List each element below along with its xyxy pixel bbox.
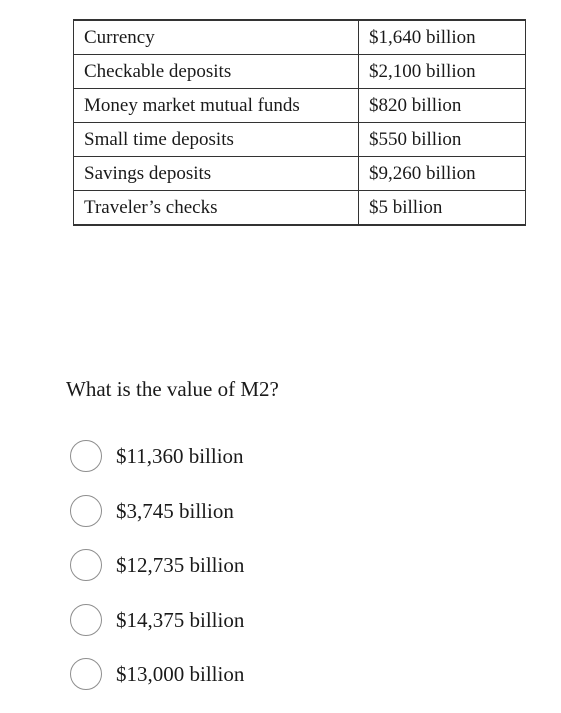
answer-option-2[interactable] — [70, 495, 490, 550]
table-cell-label: Money market mutual funds — [74, 89, 359, 123]
radio-button-icon[interactable] — [70, 549, 102, 581]
table-row — [74, 123, 526, 157]
answer-option-label[interactable]: $13,000 billion — [116, 662, 245, 686]
table-cell-value: $5 billion — [359, 191, 526, 226]
answer-option-label[interactable]: $3,745 billion — [116, 498, 234, 523]
answer-option-4[interactable] — [70, 604, 490, 659]
radio-button-icon[interactable] — [70, 658, 102, 690]
table-cell-label: Small time deposits — [74, 123, 359, 157]
table-cell-value: $820 billion — [359, 89, 526, 123]
radio-button-icon[interactable] — [70, 495, 102, 527]
money-supply-table — [73, 19, 526, 226]
table-cell-label: Currency — [74, 20, 359, 55]
table-cell-value: $550 billion — [359, 123, 526, 157]
table-cell-label: Traveler’s checks — [74, 191, 359, 226]
table-cell-value: $9,260 billion — [359, 157, 526, 191]
table-cell-value: $2,100 billion — [359, 55, 526, 89]
answer-option-1[interactable] — [70, 440, 490, 495]
table-cell-value: $1,640 billion — [359, 20, 526, 55]
table-row — [74, 157, 526, 191]
radio-button-icon[interactable] — [70, 440, 102, 472]
answer-option-label[interactable]: $12,735 billion — [116, 553, 245, 577]
answer-option-label[interactable]: $11,360 billion — [116, 444, 244, 468]
answer-option-3[interactable] — [70, 549, 490, 604]
table-row — [74, 55, 526, 89]
radio-button-icon[interactable] — [70, 604, 102, 636]
table-row — [74, 89, 526, 123]
table-cell-label: Checkable deposits — [74, 55, 359, 89]
table-row — [74, 191, 526, 226]
answer-options — [70, 440, 490, 713]
table-row — [74, 20, 526, 55]
answer-option-5[interactable] — [70, 658, 490, 713]
table-cell-label: Savings deposits — [74, 157, 359, 191]
answer-option-label[interactable]: $14,375 billion — [116, 607, 245, 632]
question-text: What is the value of M2? — [66, 377, 279, 401]
money-supply-table-container — [73, 19, 525, 226]
